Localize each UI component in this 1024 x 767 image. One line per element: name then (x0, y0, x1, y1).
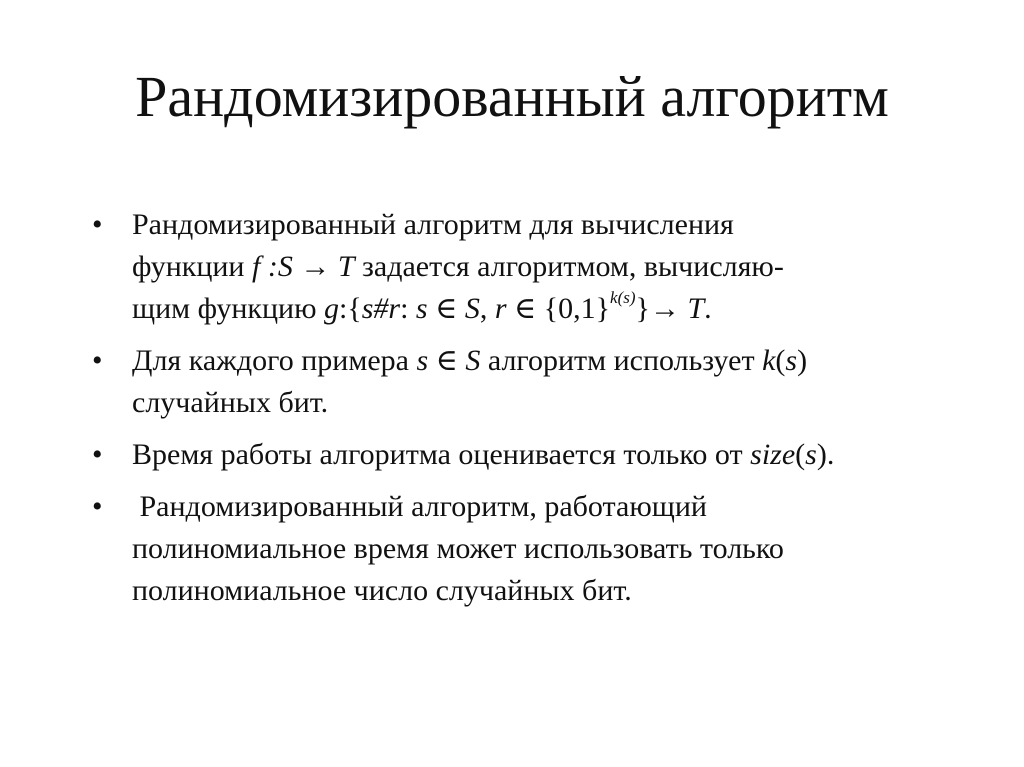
math-s: s (415, 292, 428, 325)
text: задается алгоритмом, вычисляю- (354, 250, 784, 283)
bullet-item-3 (90, 434, 950, 476)
math-superscript: k(s) (610, 288, 636, 307)
text: . (704, 292, 712, 325)
math-s: s (785, 344, 798, 377)
math-T: T (679, 292, 705, 325)
element-of-symbol: ∈ (428, 344, 466, 377)
arrow-symbol: → (300, 250, 331, 283)
math-s: s (416, 344, 429, 377)
math-set: {0,1} (543, 292, 611, 325)
paren: ). (816, 438, 835, 471)
bullet-4-line-3: полиномиальное число случайных бит. (132, 574, 632, 607)
math-brace: :{ (338, 292, 362, 325)
math-comma: , (479, 292, 495, 325)
math-r: r (494, 292, 507, 325)
paren: ) (797, 344, 808, 377)
bullet-1-line-3 (132, 288, 950, 330)
bullet-list (90, 204, 950, 622)
bullet-4-line-2: полиномиальное время может использовать только (132, 532, 784, 565)
math-S: S (465, 344, 481, 377)
math-k: k (762, 344, 776, 377)
math-colon: : (400, 292, 416, 325)
text: Для каждого примера (132, 344, 417, 377)
math-sr: s#r (361, 292, 401, 325)
bullet-marker: • (92, 344, 103, 377)
text: Время работы алгоритма оценивается только от (132, 438, 751, 471)
element-of-symbol: ∈ (506, 292, 544, 325)
bullet-marker: • (92, 438, 103, 471)
math-S: S (464, 292, 480, 325)
text: щим функцию (132, 292, 324, 325)
math-s: s (805, 438, 817, 471)
bullet-1-line-2 (132, 246, 950, 288)
math-size: size (750, 438, 796, 471)
bullet-2-line-1 (132, 340, 950, 382)
math-g: g (323, 292, 339, 325)
paren: ( (775, 344, 786, 377)
bullet-2-line-2: случайных бит. (132, 386, 329, 419)
bullet-item-2 (90, 340, 950, 424)
slide-title: Рандомизированный алгоритм (135, 64, 889, 129)
math-f: f (252, 250, 261, 283)
bullet-marker: • (92, 490, 103, 523)
bullet-3-line-1 (132, 434, 950, 476)
element-of-symbol: ∈ (427, 292, 465, 325)
bullet-item-4 (90, 486, 950, 612)
arrow-symbol: → (649, 292, 680, 325)
text: алгоритм использует (480, 344, 763, 377)
math-brace-close: } (635, 292, 650, 325)
bullet-1-line-1: Рандомизированный алгоритм для вычисления (132, 208, 734, 241)
math-colon-S: :S (260, 250, 301, 283)
bullet-item-1 (90, 204, 950, 330)
text: функции (132, 250, 252, 283)
bullet-marker: • (92, 208, 103, 241)
math-T: T (330, 250, 355, 283)
paren: ( (795, 438, 806, 471)
bullet-4-line-1: Рандомизированный алгоритм, работающий (132, 490, 707, 523)
